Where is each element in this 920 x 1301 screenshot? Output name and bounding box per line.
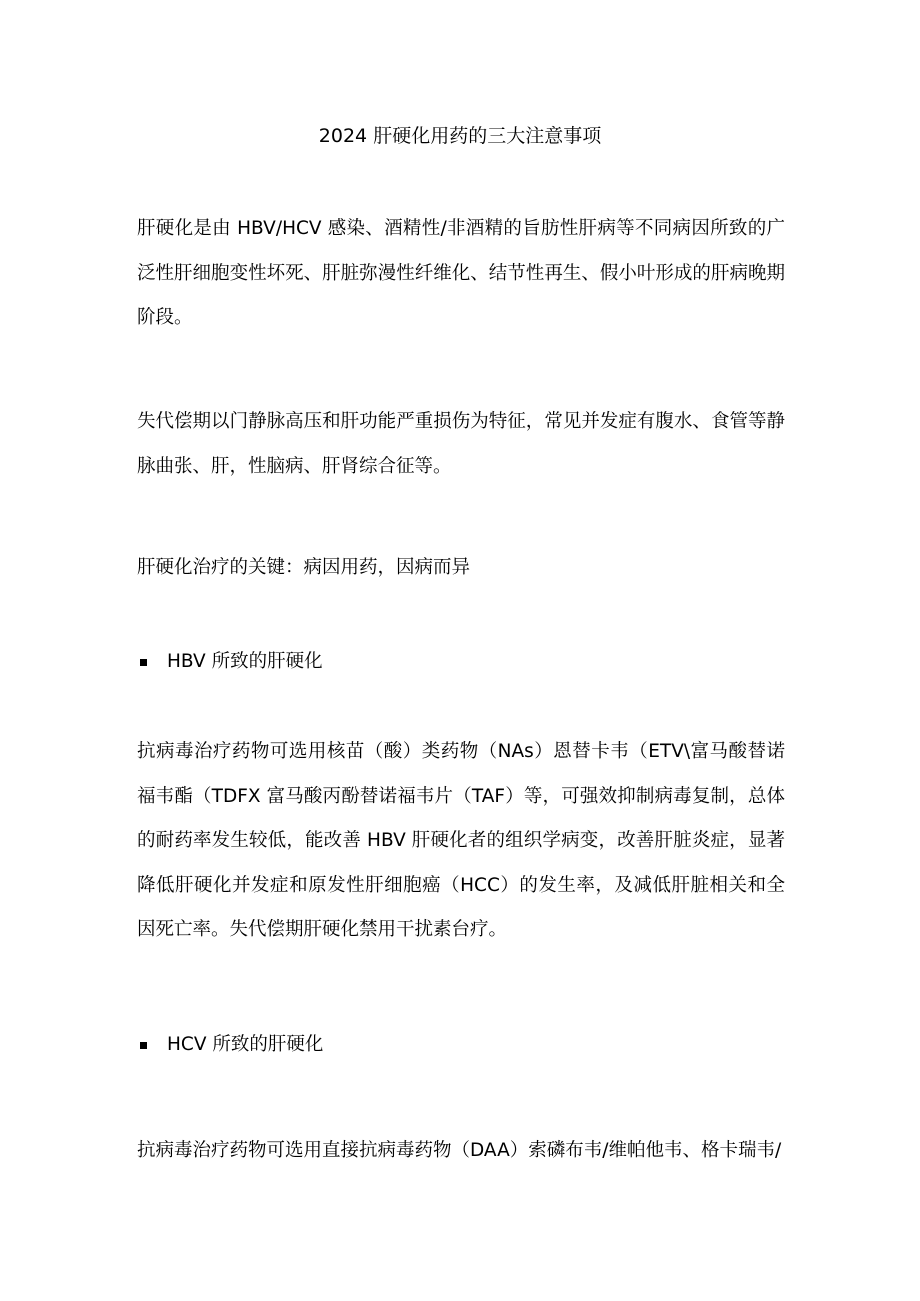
- section-heading-text: HBV 所致的肝硬化: [167, 651, 323, 672]
- document-title: 2024 肝硬化用药的三大注意事项: [318, 125, 602, 147]
- section-heading-hcv: [137, 1031, 785, 1059]
- section-body-hcv: 抗病毒治疗药物可选用直接抗病毒药物（DAA）索磷布韦/维帕他韦、格卡瑞韦/: [137, 1140, 782, 1161]
- square-bullet-icon: [140, 659, 147, 666]
- section-heading-text: HCV 所致的肝硬化: [167, 1034, 324, 1055]
- intro-paragraph: 肝硬化是由 HBV/HCV 感染、酒精性/非酒精的旨肪性肝病等不同病因所致的广泛性肝细胞变性坏死、肝脏弥漫性纤维化、结节性再生、假小叶形成的肝病晚期阶段。: [137, 218, 785, 328]
- section-body-hbv: 抗病毒治疗药物可选用核苗（酸）类药物（NAs）恩替卡韦（ETV\富马酸替诺福韦酯（TDFX 富马酸丙酚替诺福韦片（TAF）等，可强效抑制病毒复制，总体的耐药率发生较低，能改善 HBV 肝硬化者的组织学病变，改善肝脏炎症，显著降低肝硬化并发症和原发性肝细胞癌（HCC）的发生率，及减低肝脏相关和全因死亡率。失代偿期肝硬化禁用干扰素台疗。: [137, 741, 785, 940]
- decompensation-paragraph: 失代偿期以门静脉高压和肝功能严重损伤为特征，常见并发症有腹水、食管等静脉曲张、肝，性脑病、肝肾综合征等。: [137, 411, 785, 477]
- section-heading-hbv: [137, 648, 785, 676]
- treatment-key-paragraph: 肝硬化治疗的关键：病因用药，因病而异: [137, 557, 471, 578]
- square-bullet-icon: [140, 1042, 147, 1049]
